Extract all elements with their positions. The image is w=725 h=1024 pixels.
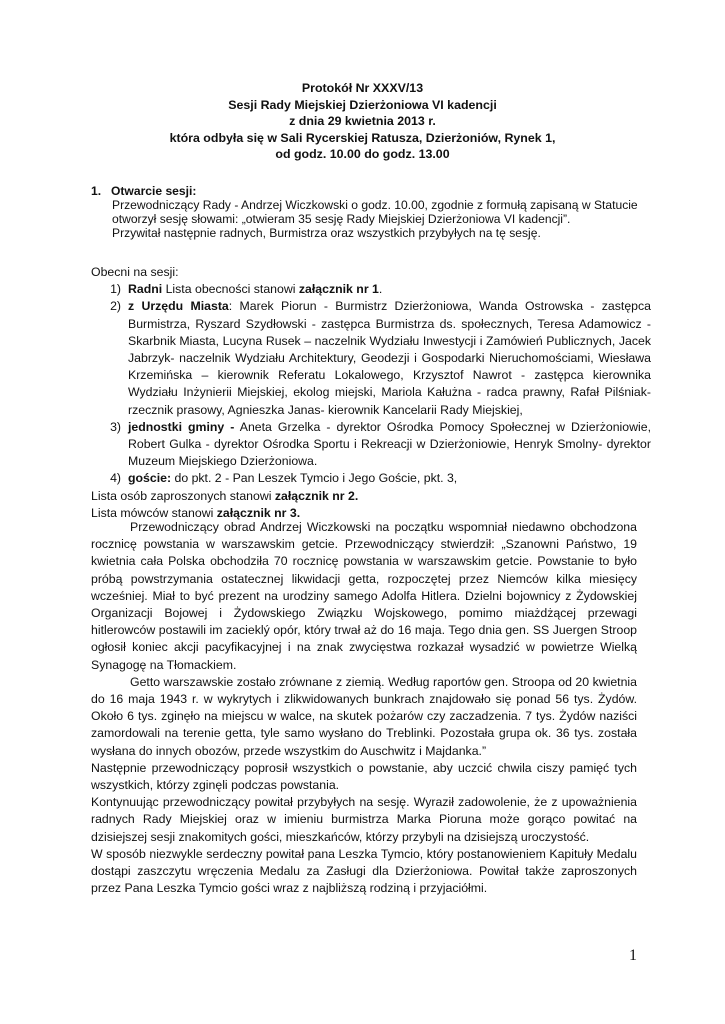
greeting-text: Przywitał następnie radnych, Burmistrza oraz wszystkich przybyłych na tę sesję. <box>112 226 541 241</box>
protocol-number: Protokół Nr XXXV/13 <box>301 81 424 95</box>
speakers-list-text: Lista mówców stanowi <box>91 505 217 520</box>
opening-text: Przewodniczący Rady - Andrzej Wiczkowski o godz. 10.00, zgodnie z formułą zapisaną w Statucie otworzył sesję słowami: „otwieram 35 sesję Rady Miejskiej Dzierżoniowa VI kadencji”. <box>112 198 638 227</box>
section-body <box>91 198 651 241</box>
list-item-text: Lista obecności stanowi <box>162 282 299 297</box>
attendance-block <box>91 264 651 522</box>
session-time: od godz. 10.00 do godz. 13.00 <box>275 147 450 162</box>
protocol-header <box>0 80 725 163</box>
paragraph: Getto warszawskie zostało zrównane z ziemią. Według raportów gen. Stroopa od 20 kwietnia do 16 maja 1943 r. w wykrytych i zlikwidowanych bunkrach znajdowało się ponad 56 tys. Żydów. Około 6 tys. zginęło na miejscu w walce, na skutek pożarów czy zaczadzenia. 7 tys. Żydów naziści zamordowali na terenie getta, tyle samo wysłano do Treblinki. Pozostała grupa ok. 36 tys. została wysłana do innych obozów, przede wszystkim do Auschwitz i Majdanka.” <box>91 674 637 758</box>
list-item-bold: Radni <box>128 282 163 297</box>
list-item-number: 2) <box>110 299 121 314</box>
list-item <box>91 470 651 487</box>
list-item-text: Aneta Grzelka - dyrektor Ośrodka Pomocy Społecznej w Dzierżoniowie, Robert Gulka - dyrektor Ośrodka Sportu i Rekreacji w Dzierżoniowie, Henryk Smolny- dyrektor Muzeum Miejskiego Dzierżoniowa. <box>128 419 651 469</box>
page-number: 1 <box>629 947 637 964</box>
attendance-list <box>91 281 651 487</box>
list-item-number: 4) <box>110 471 121 486</box>
session-title: Sesji Rady Miejskiej Dzierżoniowa VI kadencji <box>228 97 497 112</box>
session-date: z dnia 29 kwietnia 2013 r. <box>289 114 436 129</box>
list-item-bold: z Urzędu Miasta <box>128 299 229 314</box>
list-item <box>91 298 651 418</box>
paragraph: Kontynuując przewodniczący powitał przybyłych na sesję. Wyraził zadowolenie, że z upoważnienia radnych Rady Miejskiej oraz w imieniu burmistrza Marka Pioruna może gorąco powitać na dzisiejszej sesji znakomitych gości, mieszkańców, którzy przybyli na dzisiejszą uroczystość. <box>91 795 637 844</box>
list-item-number: 3) <box>110 419 121 434</box>
attendance-intro: Obecni na sesji: <box>91 265 179 279</box>
list-item <box>91 419 651 471</box>
list-item-bold-attachment: załącznik nr 1 <box>298 282 379 297</box>
paragraph: W sposób niezwykle serdeczny powitał pana Leszka Tymcio, który postanowieniem Kapituły Medalu dostąpi zaszczytu wręczenia Medalu za Zasługi dla Dzierżoniowa. Powitał także zaproszonych przez Pana Leszka Tymcio gości wraz z najbliższą rodziną i przyjaciółmi. <box>91 846 637 896</box>
section-opening <box>91 184 651 241</box>
section-heading <box>91 184 651 198</box>
paragraph: Następnie przewodniczący poprosił wszystkich o powstanie, aby uczcić chwila ciszy pamięć tych wszystkich, którzy zginęli podczas powstania. <box>91 760 637 793</box>
guests-list-attachment: załącznik nr 2. <box>274 488 359 503</box>
guests-list-text: Lista osób zaproszonych stanowi <box>91 488 275 503</box>
list-item-text: do pkt. 2 - Pan Leszek Tymcio i Jego Goście, pkt. 3, <box>171 471 458 486</box>
list-item-bold: jednostki gminy - <box>128 419 235 434</box>
session-location: która odbyła się w Sali Rycerskiej Ratusza, Dzierżoniów, Rynek 1, <box>169 130 556 145</box>
guests-list-line <box>91 488 651 505</box>
section-number: 1. <box>91 184 102 198</box>
list-item-tail: . <box>378 282 383 297</box>
list-item-text: : Marek Piorun - Burmistrz Dzierżoniowa, Wanda Ostrowska - zastępca Burmistrza, Ryszard Szydłowski - zastępca Burmistrza ds. społecznych, Teresa Adamowicz - Skarbnik Miasta, Lucyna Rusek – naczelnik Wydziału Inwestycji i Zamówień Publicznych, Jacek Jabrzyk- naczelnik Wydziału Architektury, Geodezji i Gospodarki Nieruchomościami, Wiesława Krzemińska – kierownik Referatu Lokalowego, Krzysztof Nawrot - zastępca kierownika Wydziału Inżynierii Miejskiej, ekolog miejski, Mariola Kałużna - radca prawny, Rafał Pilśniak- rzecznik prasowy, Agnieszka Janas- kierownik Kancelarii Rady Miejskiej, <box>128 299 652 417</box>
narrative-body <box>91 519 637 897</box>
section-title: Otwarcie sesji: <box>111 184 197 198</box>
speakers-list-attachment: załącznik nr 3. <box>216 505 301 520</box>
list-item <box>91 281 651 298</box>
list-item-bold: goście: <box>128 471 172 486</box>
list-item-number: 1) <box>110 282 121 297</box>
paragraph: Przewodniczący obrad Andrzej Wiczkowski na początku wspomniał niedawno obchodzona rocznicę powstania w warszawskim getcie. Przewodniczący stwierdził: „Szanowni Państwo, 19 kwietnia cała Polska obchodziła 70 rocznicę powstania w warszawskim getcie. Powstanie to było próbą powstrzymania ostatecznej likwidacji getta, rozpoczętej przez Niemców kilka miesięcy wcześniej. Miał to być prezent na urodziny samego Adolfa Hitlera. Dzielni bojownicy z Żydowskiej Organizacji Bojowej i Żydowskiego Związku Wojskowego, pomimo miażdżącej przewagi hitlerowców postawili im zacieklý opór, który trwał aż do 16 maja. Tego dnia gen. SS Juergen Stroop ogłosił koniec akcji pacyfikacyjnej i na znak zwycięstwa rozkazał wysadzić w powietrze Wielką Synagogę na Tłomackiem. <box>91 520 637 672</box>
